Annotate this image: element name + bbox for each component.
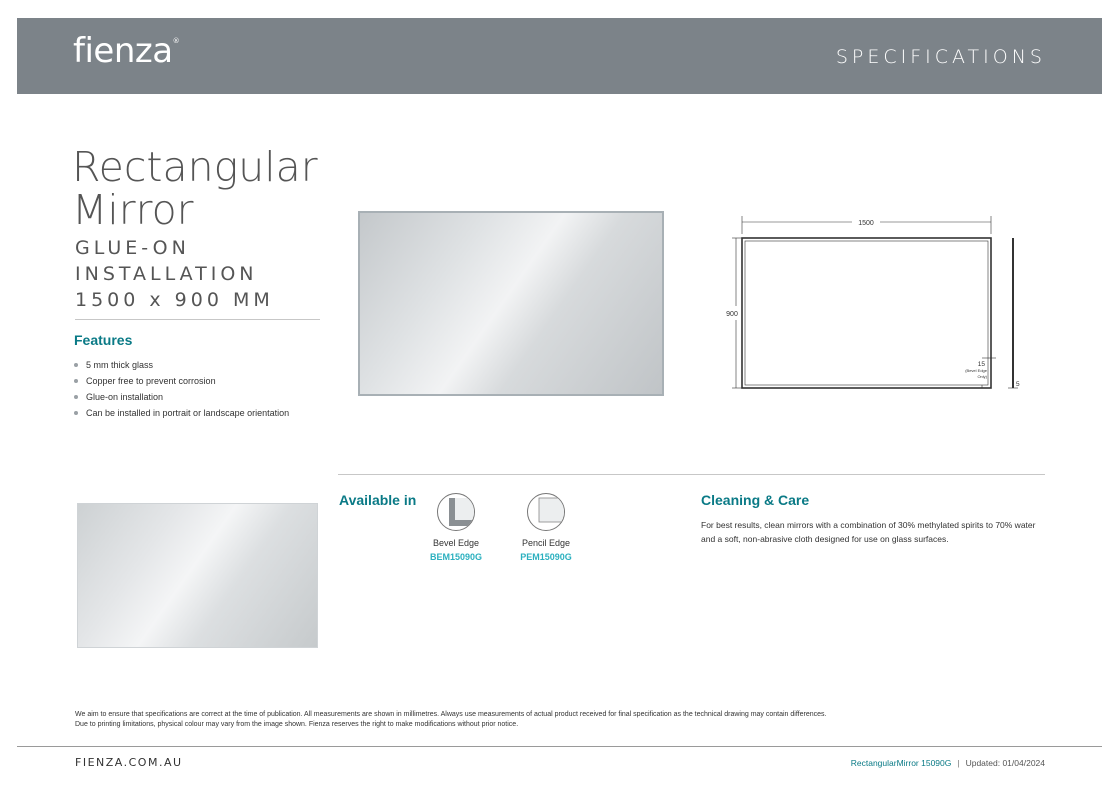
bevel-edge-icon <box>437 493 475 531</box>
footer-separator: | <box>957 758 960 768</box>
pencil-edge-icon <box>527 493 565 531</box>
drawing-thickness-label: 5 <box>1016 381 1020 388</box>
header-bar <box>17 18 1102 94</box>
technical-drawing <box>720 212 1030 397</box>
title-divider <box>75 319 320 320</box>
finish-code: BEM15090G <box>429 552 483 562</box>
drawing-width-label: 1500 <box>858 220 874 227</box>
product-title: Rectangular Mirror <box>72 143 318 234</box>
finish-name: Bevel Edge <box>432 538 480 548</box>
footer-doc-info <box>851 758 1045 768</box>
drawing-bevel-note: Only) <box>977 374 987 379</box>
finish-code: PEM15090G <box>520 552 572 562</box>
finish-option-pencil <box>511 493 581 562</box>
footer-website-link[interactable]: FIENZA.COM.AU <box>75 756 183 769</box>
feature-item: Copper free to prevent corrosion <box>74 375 289 391</box>
product-subtitle: GLUE-ON INSTALLATION 1500 x 900 MM <box>75 237 274 311</box>
care-text: For best results, clean mirrors with a combination of 30% methylated spirits to 70% water and a soft, non-abrasive cloth designed for use on glass surfaces. <box>701 520 1036 544</box>
document-code: RectangularMirror 15090G <box>850 758 952 768</box>
feature-item: Glue-on installation <box>74 391 289 407</box>
disclaimer: We aim to ensure that specifications are correct at the time of publication. All measurements are shown in millimetres. Always use measurements of actual product received for final specification as the technical drawing may contain differences. Due to printing limitations, physical colour may vary from the image shown. Fienza reserves the right to make modifications without prior notice. <box>75 711 827 728</box>
finish-option-bevel <box>421 493 491 562</box>
bullet-icon <box>74 395 78 399</box>
care-heading: Cleaning & Care <box>701 492 810 508</box>
mirror-product-image <box>358 211 664 396</box>
feature-item: Can be installed in portrait or landscape orientation <box>74 407 289 423</box>
features-list <box>74 359 289 423</box>
feature-item: 5 mm thick glass <box>74 359 289 375</box>
updated-date: Updated: 01/04/2024 <box>965 758 1045 768</box>
bullet-icon <box>74 411 78 415</box>
finish-name: Pencil Edge <box>521 538 571 548</box>
bullet-icon <box>74 379 78 383</box>
brand-logo: fienza® <box>73 31 180 71</box>
bullet-icon <box>74 363 78 367</box>
drawing-bevel-note: (Bevel Edge <box>965 368 987 373</box>
section-divider <box>338 474 1045 475</box>
drawing-height-label: 900 <box>726 311 738 318</box>
features-heading: Features <box>74 332 133 348</box>
drawing-bevel-label: 15 <box>977 361 985 368</box>
footer-divider <box>17 746 1102 747</box>
mirror-thumbnail-image <box>77 503 318 648</box>
available-in-heading: Available in <box>339 492 417 508</box>
specifications-label: SPECIFICATIONS <box>835 46 1046 68</box>
